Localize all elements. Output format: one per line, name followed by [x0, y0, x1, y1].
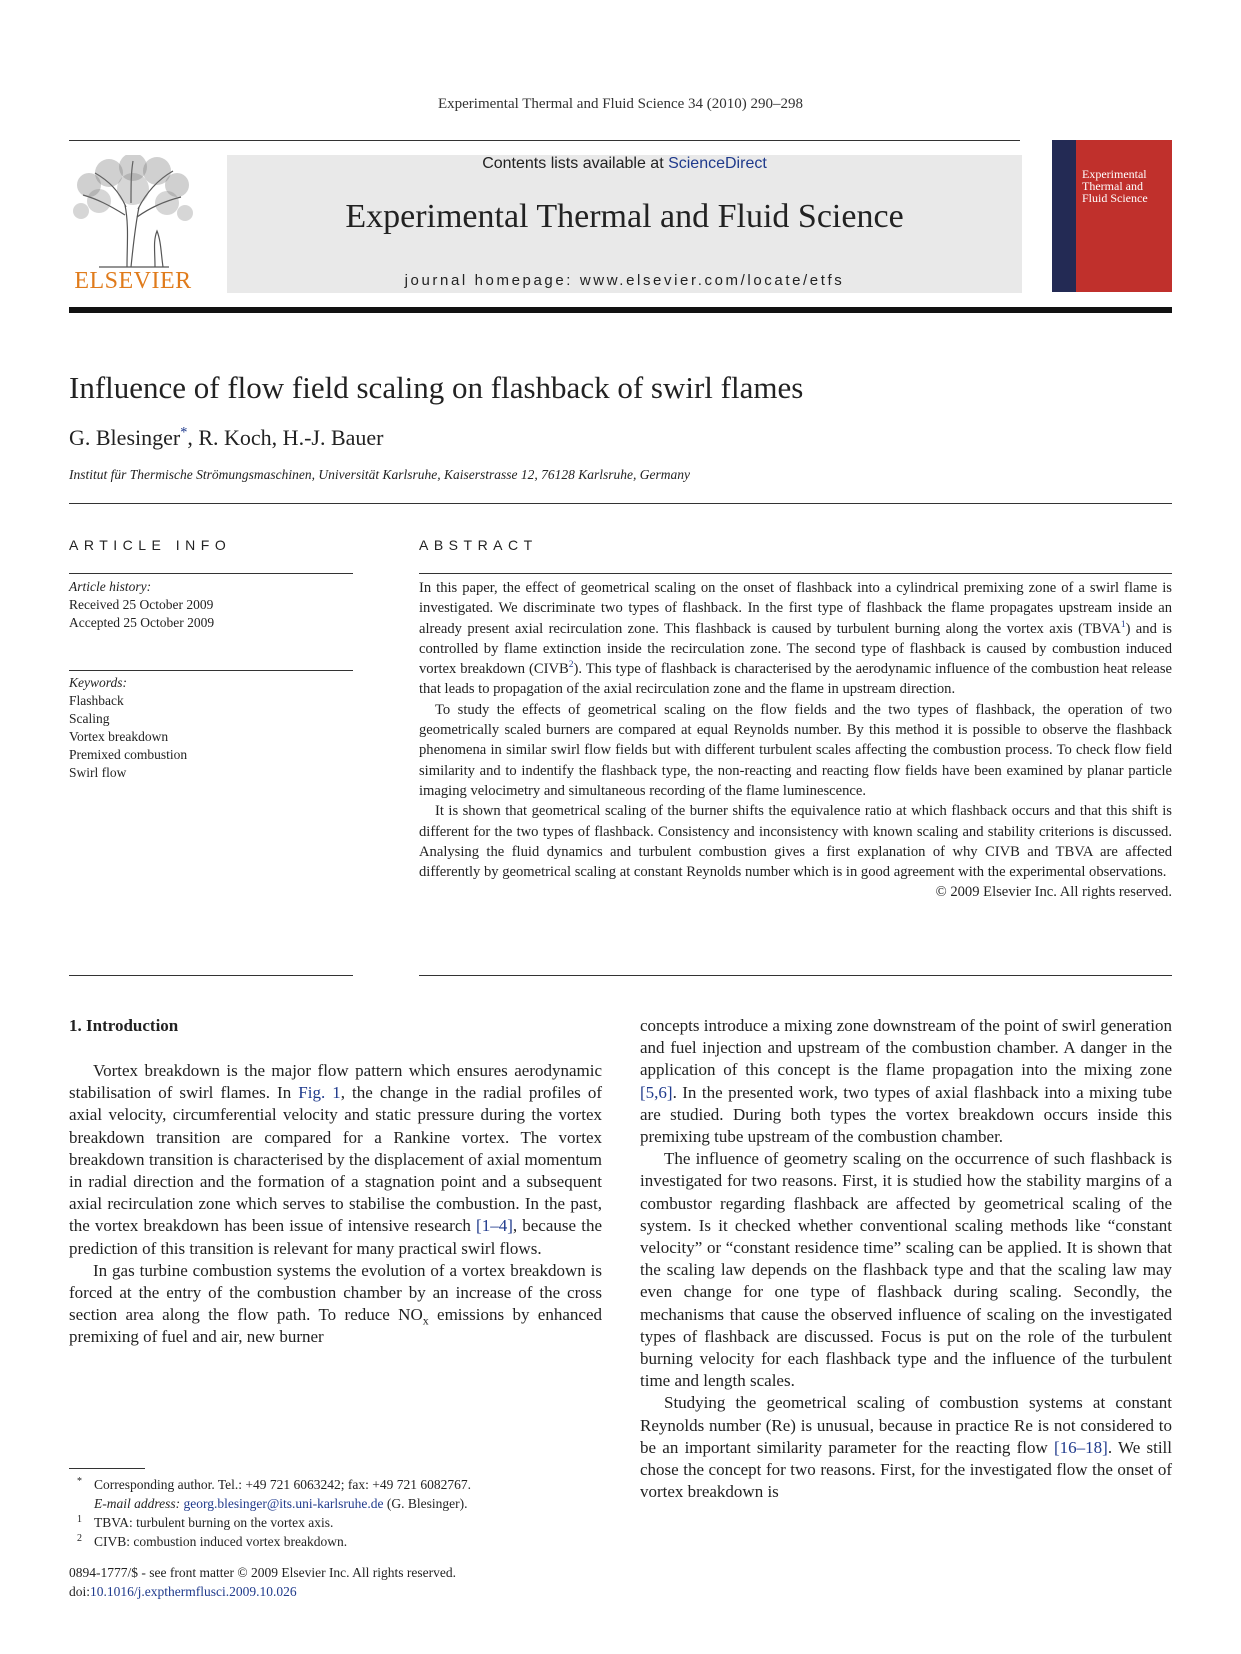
abstract-text-run: ). This type of flashback is characterised by the aerodynamic influence of the combustion heat release that leads to propagation of the axial recirculation zone and the flame in upstream direction. — [419, 661, 1172, 698]
subscript-x: x — [422, 1313, 429, 1328]
cover-title-line-1: Experimental — [1082, 167, 1147, 181]
keyword-item: Premixed combustion — [69, 747, 188, 762]
keywords-label: Keywords: — [69, 675, 127, 690]
keywords-block — [69, 674, 353, 782]
body-text-run: concepts introduce a mixing zone downstream of the point of swirl generation and fuel injection and upstream of the combustion chamber. A danger in the application of this concept is the flame propagation into the mixing zone — [640, 1016, 1172, 1080]
footnote-2 — [69, 1532, 609, 1551]
keyword-item: Scaling — [69, 711, 110, 726]
body-paragraph: The influence of geometry scaling on the occurrence of such flashback is investigated for two reasons. First, it is studied how the stability margins of a combustor regarding flashback are affected by geometrical scaling of the system. Is it checked whether conventional scaling methods like “constant velocity” or “constant residence time” scaling can be applied. It is shown that the scaling law depends on the flashback type and that the scaling law may even change for one type of flashback during scaling. Secondly, the mechanisms that cause the observed influence of scaling on the investigated types of flashback are discussed. Focus is put on the role of the turbulent burning velocity for each flashback type and the influence of the turbulent time and length scales. — [640, 1149, 1172, 1391]
body-text-run: emissions by enhanced premixing of fuel and air, new burner — [69, 1305, 602, 1347]
received-date: Received 25 October 2009 — [69, 597, 214, 612]
author-name: G. Blesinger — [69, 425, 181, 450]
body-paragraph — [69, 1060, 602, 1260]
email-suffix: (G. Blesinger). — [383, 1496, 468, 1511]
article-title: Influence of flow field scaling on flashback of swirl flames — [69, 370, 804, 405]
journal-name: Experimental Thermal and Fluid Science — [345, 198, 904, 235]
footnote-ref-2[interactable]: 2 — [568, 660, 574, 671]
keyword-item: Vortex breakdown — [69, 729, 169, 744]
abstract-body — [419, 578, 1172, 903]
footnote-mark: * — [77, 1476, 82, 1487]
journal-cover-strip — [1052, 140, 1076, 292]
doi-label: doi: — [69, 1584, 91, 1599]
footnote-rule — [69, 1468, 145, 1469]
abstract-bottom-rule — [419, 975, 1172, 976]
abstract-paragraph — [419, 578, 1172, 700]
copyright-notice: © 2009 Elsevier Inc. All rights reserved. — [935, 884, 1172, 901]
footnote-text: TBVA: turbulent burning on the vortex axis. — [94, 1515, 334, 1530]
abstract-text-run: In this paper, the effect of geometrical scaling on the onset of flashback into a cylindrical premixing zone of a swirl flame is investigated. We discriminate two types of flashback. In the first type of flashback the flame propagates upstream inside an already present axial recirculation zone. This flashback is caused by turbulent burning along the vortex axis (TBVA — [419, 580, 1172, 637]
journal-cover-title — [1082, 168, 1172, 204]
footnote-text: CIVB: combustion induced vortex breakdown. — [94, 1534, 348, 1549]
abstract-heading: ABSTRACT — [419, 537, 538, 553]
contents-prefix: Contents lists available at — [482, 155, 669, 172]
keywords-rule — [69, 670, 353, 671]
body-paragraph — [640, 1392, 1172, 1503]
email-label: E-mail address: — [94, 1496, 184, 1511]
citation-link[interactable]: [16–18] — [1054, 1437, 1108, 1457]
body-text-run: Vortex breakdown is the major flow pattern which ensures aerodynamic stabilisation of swirl flames. In — [69, 1061, 602, 1103]
footnote-email — [69, 1494, 609, 1513]
header-thick-rule — [69, 307, 1172, 313]
email-link[interactable]: georg.blesinger@its.uni-karlsruhe.de — [183, 1496, 384, 1511]
article-info-heading: ARTICLE INFO — [69, 537, 232, 553]
body-text-run: . In the presented work, two types of axial flashback into a mixing tube are studied. During both types the vortex breakdown occurs inside this premixing tube upstream of the combustion chamber. — [640, 1082, 1172, 1147]
affiliation-rule — [69, 503, 1172, 504]
footnotes — [69, 1475, 609, 1551]
body-paragraph — [69, 1260, 602, 1349]
journal-reference: Experimental Thermal and Fluid Science 34 (2010) 290–298 — [437, 96, 804, 112]
keyword-item: Flashback — [69, 693, 124, 708]
body-right-column — [640, 1015, 1172, 1503]
cover-title-line-2: Thermal and — [1082, 179, 1143, 193]
keyword-item: Swirl flow — [69, 765, 127, 780]
journal-homepage-link[interactable]: journal homepage: www.elsevier.com/locate/etfs — [404, 272, 845, 289]
footnote-1 — [69, 1513, 609, 1532]
citation-link[interactable]: [5,6] — [640, 1082, 673, 1102]
doi-line — [69, 1582, 456, 1601]
section-heading: 1. Introduction — [69, 1016, 179, 1035]
footnote-text: Corresponding author. Tel.: +49 721 6063242; fax: +49 721 6082767. — [94, 1477, 472, 1492]
abstract-text-run: ) and is controlled by flame extinction inside the recirculation zone. The second type of flashback is caused by combustion induced vortex breakdown (CIVB — [419, 620, 1172, 678]
footnote-corresponding — [69, 1475, 609, 1494]
front-matter — [69, 1563, 456, 1601]
article-info-bottom-rule — [69, 975, 353, 976]
body-text-run: , the change in the radial profiles of axial velocity, circumferential velocity and static pressure during the vortex breakdown transition are compared for a Rankine vortex. The vortex breakdown transition is characterised by the displacement of axial momentum in radial direction and the formation of a stagnation point and a subsequent axial recirculation zone which serves to stabilise the combustion. In the past, the vortex breakdown has been issue of intensive research — [69, 1083, 602, 1236]
article-history — [69, 578, 353, 632]
header-top-rule — [69, 140, 1020, 141]
article-info-rule — [69, 573, 353, 574]
sciencedirect-link[interactable]: ScienceDirect — [668, 155, 767, 172]
figure-1-link[interactable]: Fig. 1 — [298, 1083, 341, 1103]
cover-title-line-3: Fluid Science — [1082, 191, 1148, 205]
footnote-mark: 1 — [77, 1514, 82, 1525]
corresponding-author-mark[interactable]: * — [180, 424, 188, 441]
issn-line: 0894-1777/$ - see front matter © 2009 Elsevier Inc. All rights reserved. — [69, 1565, 457, 1580]
author-list — [69, 425, 384, 451]
body-text-run: . We still chose the concept for two reasons. First, for the investigated flow the onset of vortex breakdown is — [640, 1437, 1172, 1502]
body-text-run: In gas turbine combustion systems the evolution of a vortex breakdown is forced at the entry of the combustion chamber by an increase of the cross section area along the flow path. To reduce NO — [69, 1260, 602, 1325]
history-label: Article history: — [69, 579, 152, 594]
body-paragraph — [640, 1015, 1172, 1148]
citation-link[interactable]: [1–4] — [476, 1216, 513, 1236]
body-text-run: Studying the geometrical scaling of combustion systems at constant Reynolds number (Re) is unusual, because in practice Re is not considered to be an important similarity parameter for the reacting flow — [640, 1393, 1172, 1457]
elsevier-wordmark: ELSEVIER — [74, 268, 192, 294]
author-affiliation: Institut für Thermische Strömungsmaschinen, Universität Karlsruhe, Kaiserstrasse 12, 76128 Karlsruhe, Germany — [69, 467, 690, 482]
abstract-rule — [419, 573, 1172, 574]
other-authors: , R. Koch, H.-J. Bauer — [187, 425, 384, 450]
body-left-column — [69, 1060, 602, 1349]
footnote-ref-1[interactable]: 1 — [1120, 619, 1126, 630]
footnote-mark: 2 — [77, 1533, 82, 1544]
body-text-run: , because the prediction of this transition is relevant for many practical swirl flows. — [69, 1216, 602, 1258]
abstract-paragraph: To study the effects of geometrical scaling on the flow fields and the two types of flashback, the operation of two geometrically scaled burners are compared at equal Reynolds number. By this method it is possible to observe the flashback phenomena in similar swirl flow fields but with different turbulent scales affecting the combustion process. To check flow field similarity and to indentify the flashback type, the non-reacting and reacting flow fields have been examined by planar particle imaging velocimetry and simultaneous recording of the flame luminescence. — [419, 701, 1172, 799]
contents-line — [227, 155, 1022, 173]
accepted-date: Accepted 25 October 2009 — [69, 615, 215, 630]
abstract-paragraph: It is shown that geometrical scaling of the burner shifts the equivalence ratio at which flashback occurs and that this shift is different for the two types of flashback. Consistency and inconsistency with known scaling and stability criterions is discussed. Analysing the fluid dynamics and turbulent combustion gives a first explanation of why CIVB and TBVA are affected differently by geometrical scaling at constant Reynolds number which is in good agreement with the experimental observations. — [419, 803, 1172, 881]
doi-link[interactable]: 10.1016/j.expthermflusci.2009.10.026 — [90, 1584, 297, 1599]
